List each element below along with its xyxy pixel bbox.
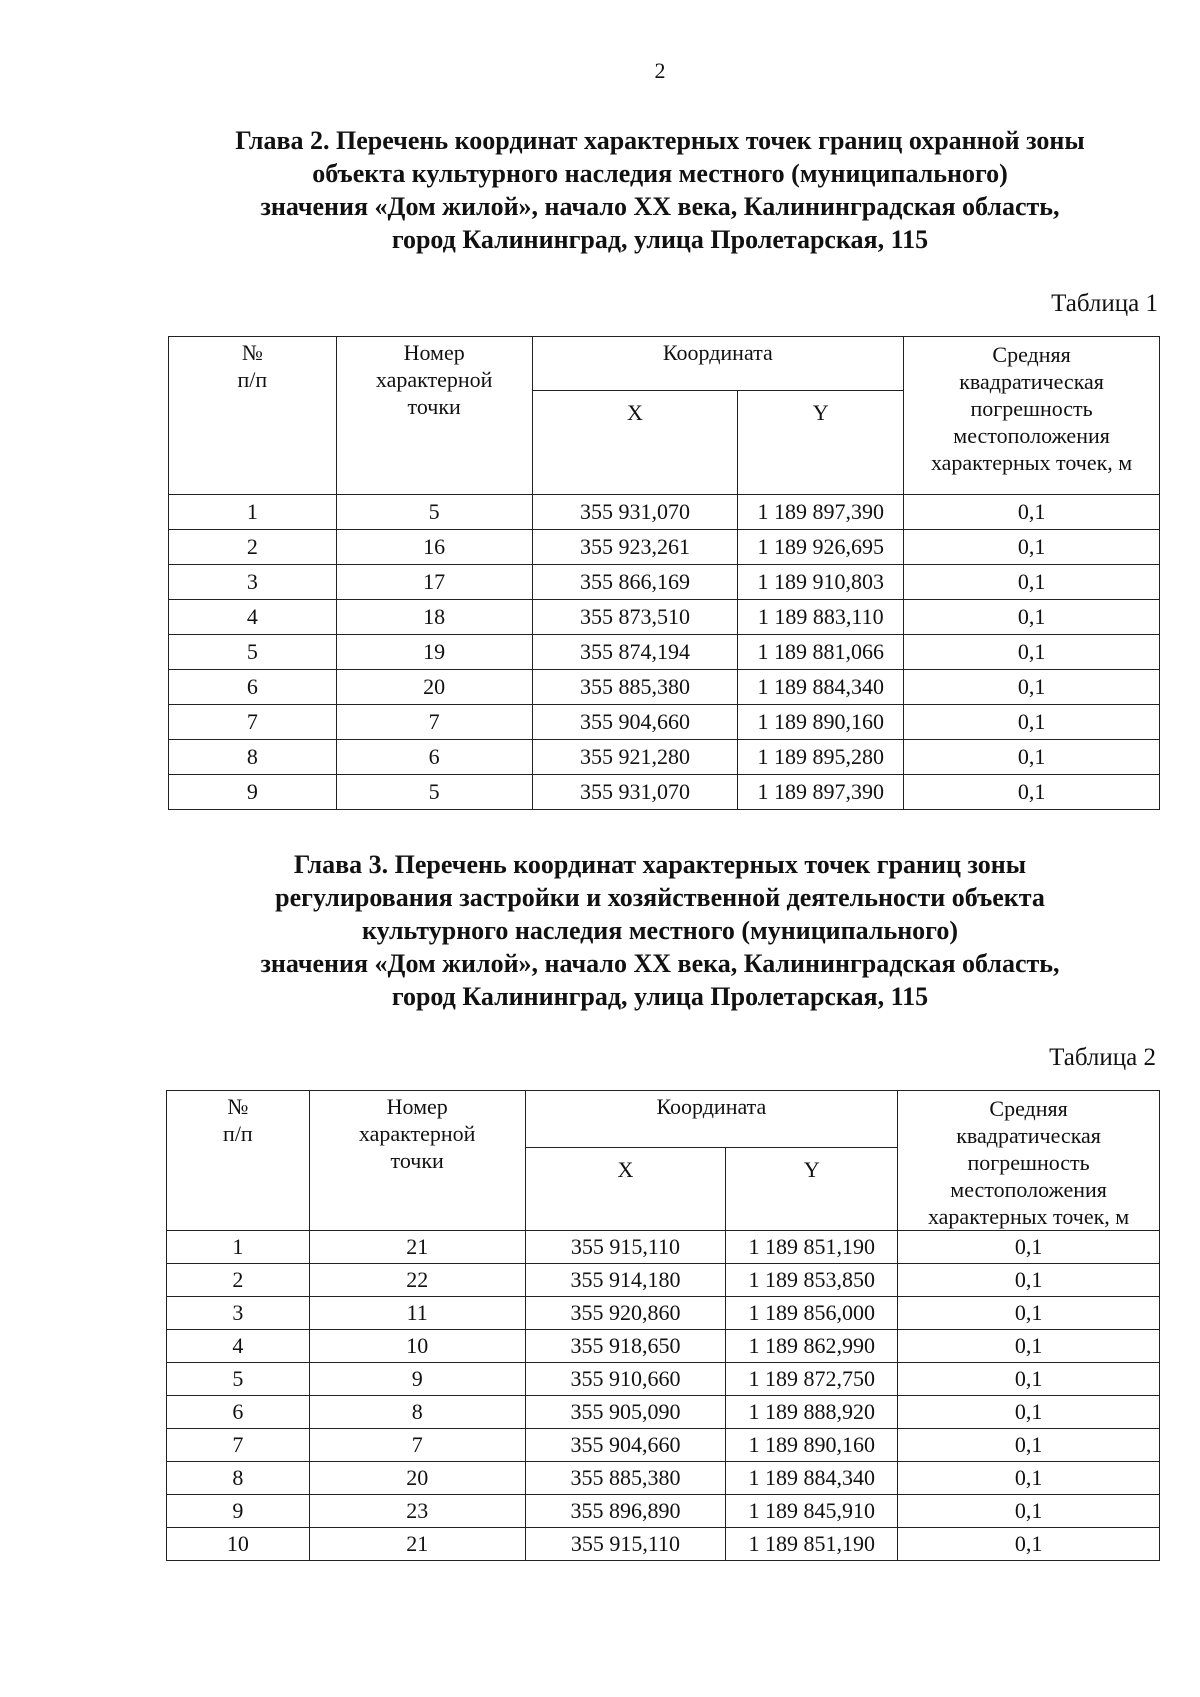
table-row: [169, 635, 1160, 670]
cell-error: 0,1: [898, 1231, 1160, 1264]
cell-error: 0,1: [904, 635, 1160, 670]
header-point: [336, 337, 532, 495]
header-point-line: Номер: [403, 340, 465, 365]
cell-point: 20: [336, 670, 532, 705]
cell-point: 5: [336, 495, 532, 530]
header-number: [169, 337, 337, 495]
cell-number: 3: [167, 1297, 310, 1330]
cell-x: 355 885,380: [532, 670, 738, 705]
chapter-2-title: [160, 124, 1160, 256]
table-row: [167, 1462, 1160, 1495]
cell-x: 355 885,380: [525, 1462, 726, 1495]
cell-error: 0,1: [898, 1429, 1160, 1462]
header-error-line: Средняя: [992, 342, 1071, 367]
header-number-line: п/п: [223, 1121, 253, 1146]
cell-number: 6: [167, 1396, 310, 1429]
cell-point: 7: [309, 1429, 525, 1462]
cell-number: 5: [169, 635, 337, 670]
cell-y: 1 189 883,110: [738, 600, 904, 635]
cell-error: 0,1: [904, 740, 1160, 775]
table-row: [167, 1231, 1160, 1264]
cell-number: 2: [167, 1264, 310, 1297]
cell-y: 1 189 895,280: [738, 740, 904, 775]
cell-x: 355 921,280: [532, 740, 738, 775]
table-row: [169, 495, 1160, 530]
cell-point: 10: [309, 1330, 525, 1363]
cell-number: 4: [169, 600, 337, 635]
cell-x: 355 915,110: [525, 1528, 726, 1561]
header-point-line: точки: [390, 1148, 444, 1173]
cell-x: 355 904,660: [525, 1429, 726, 1462]
cell-number: 7: [169, 705, 337, 740]
chapter-2-title-line: значения «Дом жилой», начало XX века, Калининградская область,: [260, 192, 1060, 221]
chapter-2-title-line: город Калининград, улица Пролетарская, 115: [391, 225, 929, 254]
cell-number: 5: [167, 1363, 310, 1396]
table-row: [167, 1429, 1160, 1462]
cell-point: 21: [309, 1231, 525, 1264]
cell-point: 16: [336, 530, 532, 565]
cell-point: 22: [309, 1264, 525, 1297]
table-row: [167, 1528, 1160, 1561]
cell-x: 355 931,070: [532, 495, 738, 530]
table-row: [167, 1363, 1160, 1396]
table-row: [167, 1297, 1160, 1330]
header-error: [898, 1091, 1160, 1231]
table-row: [169, 600, 1160, 635]
cell-x: 355 920,860: [525, 1297, 726, 1330]
cell-y: 1 189 851,190: [726, 1231, 898, 1264]
cell-y: 1 189 884,340: [726, 1462, 898, 1495]
cell-error: 0,1: [904, 600, 1160, 635]
cell-y: 1 189 897,390: [738, 495, 904, 530]
cell-number: 3: [169, 565, 337, 600]
header-error-line: характерных точек, м: [930, 450, 1133, 475]
cell-number: 8: [169, 740, 337, 775]
cell-number: 10: [167, 1528, 310, 1561]
cell-x: 355 873,510: [532, 600, 738, 635]
chapter-3-title-line: Глава 3. Перечень координат характерных точек границ зоны: [293, 850, 1027, 879]
chapter-3-title-line: регулирования застройки и хозяйственной деятельности объекта: [275, 883, 1045, 912]
cell-x: 355 896,890: [525, 1495, 726, 1528]
cell-number: 6: [169, 670, 337, 705]
header-number-line: №: [227, 1094, 249, 1119]
cell-y: 1 189 881,066: [738, 635, 904, 670]
page-number: 2: [654, 58, 666, 83]
cell-number: 1: [169, 495, 337, 530]
header-coordinate: Координата: [532, 337, 904, 391]
header-error-line: местоположения: [950, 1177, 1107, 1202]
cell-y: 1 189 890,160: [738, 705, 904, 740]
header-point-line: характерной: [375, 367, 493, 392]
chapter-2-title-line: объекта культурного наследия местного (муниципального): [312, 159, 1008, 188]
cell-y: 1 189 897,390: [738, 775, 904, 810]
cell-error: 0,1: [898, 1363, 1160, 1396]
header-error-line: местоположения: [953, 423, 1110, 448]
table-1: [168, 336, 1160, 810]
cell-x: 355 905,090: [525, 1396, 726, 1429]
cell-point: 23: [309, 1495, 525, 1528]
cell-point: 11: [309, 1297, 525, 1330]
cell-point: 17: [336, 565, 532, 600]
cell-point: 21: [309, 1528, 525, 1561]
cell-x: 355 915,110: [525, 1231, 726, 1264]
cell-error: 0,1: [898, 1462, 1160, 1495]
header-error: [904, 337, 1160, 495]
table-row: [167, 1495, 1160, 1528]
cell-error: 0,1: [898, 1495, 1160, 1528]
cell-point: 9: [309, 1363, 525, 1396]
cell-y: 1 189 884,340: [738, 670, 904, 705]
cell-point: 20: [309, 1462, 525, 1495]
cell-x: 355 866,169: [532, 565, 738, 600]
cell-point: 19: [336, 635, 532, 670]
cell-point: 6: [336, 740, 532, 775]
cell-x: 355 914,180: [525, 1264, 726, 1297]
header-y: Y: [738, 391, 904, 495]
table-1-caption: Таблица 1: [1051, 290, 1158, 317]
cell-y: 1 189 926,695: [738, 530, 904, 565]
cell-point: 8: [309, 1396, 525, 1429]
header-number: [167, 1091, 310, 1231]
cell-error: 0,1: [898, 1297, 1160, 1330]
cell-y: 1 189 890,160: [726, 1429, 898, 1462]
chapter-3-title: [160, 848, 1160, 1013]
table-row: [169, 775, 1160, 810]
cell-y: 1 189 851,190: [726, 1528, 898, 1561]
header-error-line: погрешность: [970, 396, 1093, 421]
header-error-line: Средняя: [989, 1096, 1068, 1121]
cell-error: 0,1: [904, 670, 1160, 705]
cell-point: 18: [336, 600, 532, 635]
cell-y: 1 189 862,990: [726, 1330, 898, 1363]
header-error-line: квадратическая: [959, 369, 1104, 394]
header-number-line: п/п: [237, 367, 268, 392]
cell-x: 355 923,261: [532, 530, 738, 565]
cell-number: 2: [169, 530, 337, 565]
header-x: X: [532, 391, 738, 495]
cell-point: 7: [336, 705, 532, 740]
cell-y: 1 189 845,910: [726, 1495, 898, 1528]
cell-number: 1: [167, 1231, 310, 1264]
cell-number: 9: [169, 775, 337, 810]
table-row: [167, 1330, 1160, 1363]
cell-x: 355 904,660: [532, 705, 738, 740]
table-2-caption: Таблица 2: [1049, 1044, 1156, 1071]
cell-number: 7: [167, 1429, 310, 1462]
cell-error: 0,1: [904, 775, 1160, 810]
table-2: [166, 1090, 1160, 1561]
cell-error: 0,1: [898, 1528, 1160, 1561]
header-error-line: характерных точек, м: [927, 1204, 1130, 1229]
table-row: [169, 705, 1160, 740]
table-row: [169, 670, 1160, 705]
cell-y: 1 189 853,850: [726, 1264, 898, 1297]
table-row: [169, 740, 1160, 775]
table-row: [169, 565, 1160, 600]
cell-number: 4: [167, 1330, 310, 1363]
cell-error: 0,1: [898, 1396, 1160, 1429]
cell-x: 355 874,194: [532, 635, 738, 670]
header-x: X: [525, 1147, 726, 1230]
chapter-2-title-line: Глава 2. Перечень координат характерных точек границ охранной зоны: [235, 126, 1085, 155]
header-error-line: погрешность: [967, 1150, 1090, 1175]
cell-y: 1 189 888,920: [726, 1396, 898, 1429]
chapter-3-title-line: культурного наследия местного (муниципального): [362, 916, 958, 945]
header-number-line: №: [241, 340, 263, 365]
header-point: [309, 1091, 525, 1231]
cell-x: 355 918,650: [525, 1330, 726, 1363]
table-row: [167, 1396, 1160, 1429]
table-row: [167, 1264, 1160, 1297]
cell-error: 0,1: [904, 565, 1160, 600]
cell-y: 1 189 856,000: [726, 1297, 898, 1330]
header-point-line: Номер: [386, 1094, 448, 1119]
cell-number: 9: [167, 1495, 310, 1528]
cell-error: 0,1: [898, 1330, 1160, 1363]
cell-point: 5: [336, 775, 532, 810]
chapter-3-title-line: значения «Дом жилой», начало XX века, Калининградская область,: [260, 949, 1060, 978]
table-row: [169, 530, 1160, 565]
cell-number: 8: [167, 1462, 310, 1495]
header-point-line: характерной: [358, 1121, 476, 1146]
cell-y: 1 189 872,750: [726, 1363, 898, 1396]
header-coordinate: Координата: [525, 1091, 898, 1148]
header-point-line: точки: [407, 394, 461, 419]
header-error-line: квадратическая: [956, 1123, 1101, 1148]
header-y: Y: [726, 1147, 898, 1230]
cell-y: 1 189 910,803: [738, 565, 904, 600]
cell-error: 0,1: [904, 530, 1160, 565]
cell-error: 0,1: [898, 1264, 1160, 1297]
cell-x: 355 931,070: [532, 775, 738, 810]
chapter-3-title-line: город Калининград, улица Пролетарская, 115: [391, 982, 929, 1011]
cell-x: 355 910,660: [525, 1363, 726, 1396]
cell-error: 0,1: [904, 705, 1160, 740]
cell-error: 0,1: [904, 495, 1160, 530]
